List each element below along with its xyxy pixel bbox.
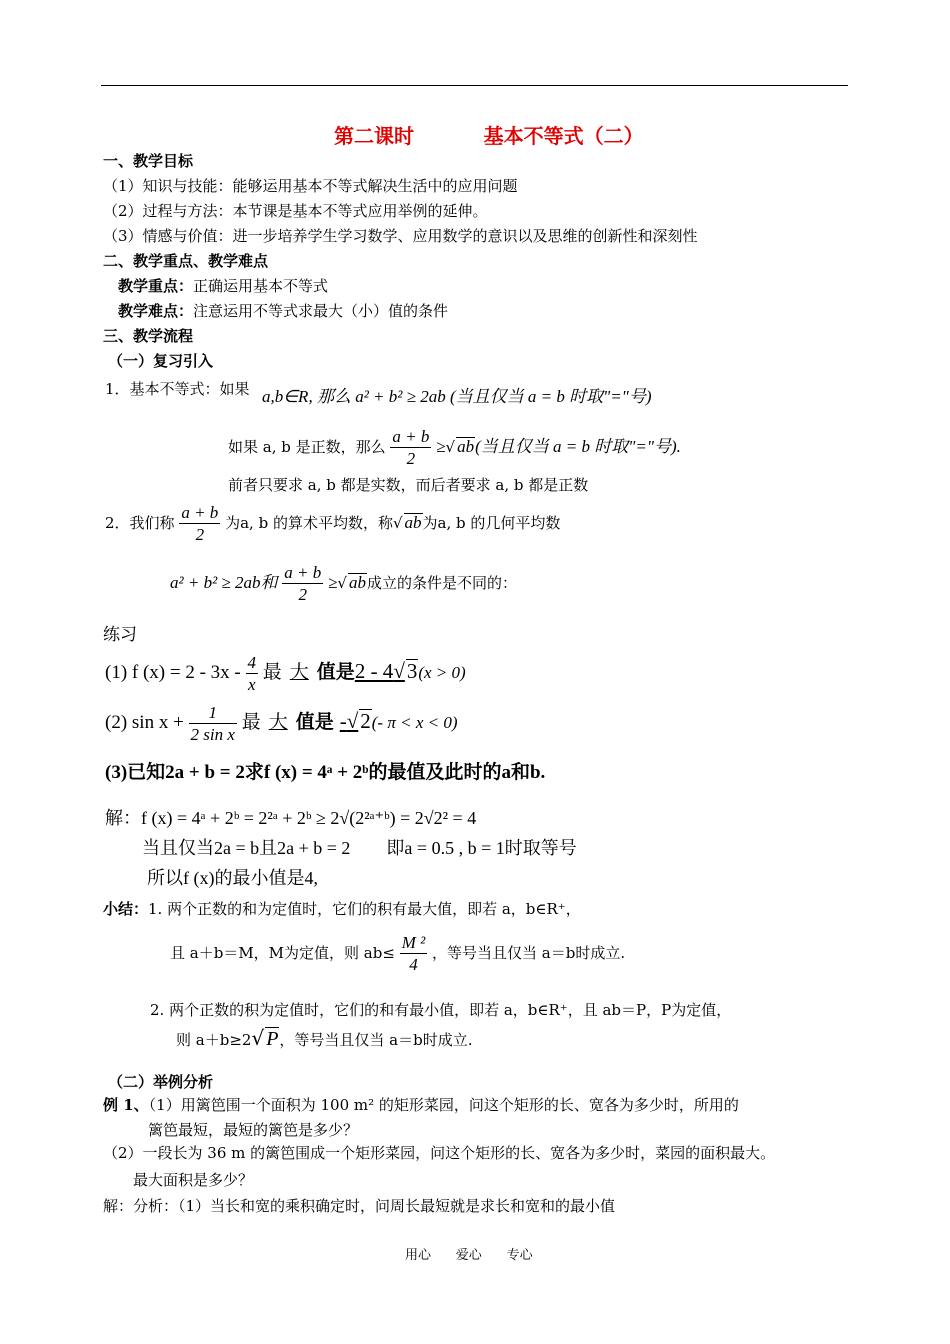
condition-compare-line: a² + b² ≥ 2ab和 $\frac{a + b}{2}$ ≥√ ab成立的条件是不同的： <box>170 563 517 605</box>
q1-expression: (1) f (x) = 2 - 3x - <box>105 662 241 684</box>
q2-fraction <box>189 702 237 746</box>
review-heading: （一）复习引入 <box>108 352 214 370</box>
mean-definition-line: 2．我们称 $\frac{a + b}{2}$ 为a, b 的算术平均数，称√ ab为a, b 的几何平均数 <box>105 503 561 545</box>
mean-definition-end: 为a, b 的几何平均数 <box>422 513 561 532</box>
fraction-numerator: 4 <box>246 652 259 674</box>
fraction-denominator: 2 <box>298 585 308 605</box>
summary-2-condition-b: ，等号当且仅当 a＝b时成立. <box>279 1031 473 1049</box>
q1-answer: 2 - 4 <box>354 659 394 684</box>
example-1-line-1 <box>103 1096 739 1114</box>
summary-1-condition-b: ，等号当且仅当 a＝b时成立. <box>432 943 626 962</box>
difficult-point-text: 注意运用不等式求最大（小）值的条件 <box>193 302 449 320</box>
objective-3: （3）情感与价值：进一步培养学生学习数学、应用数学的意识以及思维的创新性和深刻性 <box>103 227 698 245</box>
difficult-point-label: 教学难点： <box>118 302 194 320</box>
page-title: 第二课时 基本不等式（二） <box>334 124 644 148</box>
sqrt-ab: ab <box>457 436 475 456</box>
mean-definition-prefix: 2．我们称 <box>105 513 175 532</box>
summary-1-fraction <box>400 932 428 976</box>
solution-analysis: 解：分析：（1）当长和宽的乘积确定时，问周长最短就是求长和宽和的最小值 <box>103 1197 616 1215</box>
fraction-denominator: 2 <box>406 449 416 469</box>
solution-line-3: 所以f (x)的最小值是4, <box>147 868 318 888</box>
fraction-numerator: a + b <box>179 502 220 524</box>
example-1-label: 例 1、 <box>103 1096 149 1114</box>
summary-2-sqrt: P <box>266 1028 279 1050</box>
positive-case-condition: (当且仅当 a = b 时取"="号). <box>475 436 681 456</box>
q1-value-label: 值是 <box>316 662 355 684</box>
fraction-denominator: 2 <box>195 525 205 545</box>
difficult-point <box>118 302 448 320</box>
example-2-line-1: （2）一段长为 36 m 的篱笆围成一个矩形菜园，问这个矩形的长、宽各为多少时，菜园的面积最大。 <box>103 1144 776 1162</box>
fraction-denominator: 4 <box>409 955 418 975</box>
summary-2-text: 2. 两个正数的积为定值时，它们的和有最小值，即若 a，b∈R⁺，且 ab＝P，P为定值， <box>150 1001 732 1019</box>
q2-word: 最 <box>241 712 261 734</box>
section2-heading: 二、教学重点、教学难点 <box>103 252 269 270</box>
objective-1: （1）知识与技能：能够运用基本不等式解决生活中的应用问题 <box>103 177 518 195</box>
key-point-label: 教学重点： <box>118 277 194 295</box>
summary-2-condition: 则 a＋b≥2√ P，等号当且仅当 a＝b时成立. <box>176 1026 473 1050</box>
condition-compare-text: 成立的条件是不同的： <box>366 573 517 592</box>
q2-answer: - <box>339 709 347 734</box>
practice-label: 练习 <box>103 625 137 645</box>
positive-case-line: 如果 a, b 是正数，那么 $\frac{a + b}{2}$ ≥√ ab(当且仅当 a = b 时取"="号). <box>228 427 681 469</box>
mean-definition-mid: 为a, b 的算术平均数，称 <box>225 513 393 532</box>
q1-answer-sqrt: 3 <box>406 659 418 684</box>
geq-sign: ≥ <box>328 572 338 592</box>
fraction-numerator: M ² <box>400 932 428 954</box>
objective-2: （2）过程与方法：本节课是基本不等式应用举例的延伸。 <box>103 202 488 220</box>
summary-1-condition-a: 且 a＋b＝M，M为定值，则 ab≤ <box>170 943 395 962</box>
sqrt-ab: ab <box>404 512 422 532</box>
mean-fraction <box>390 426 431 470</box>
fraction-numerator: a + b <box>390 426 431 448</box>
key-point <box>118 277 328 295</box>
fraction-denominator: 2 sin x <box>190 725 235 745</box>
summary-2-condition-a: 则 a＋b≥2 <box>176 1031 252 1049</box>
q2-expression: (2) sin x + <box>105 712 184 734</box>
q1-fraction <box>246 652 259 696</box>
section3-heading: 三、教学流程 <box>103 327 194 345</box>
comparison-note: 前者只要求 a, b 都是实数，而后者要求 a, b 都是正数 <box>228 476 589 494</box>
condition-formula-a: a² + b² ≥ 2ab和 <box>170 572 278 592</box>
arithmetic-mean-fraction <box>179 502 220 546</box>
solution-line-1: 解：f (x) = 4ᵃ + 2ᵇ = 2²ᵃ + 2ᵇ ≥ 2√(2²ᵃ⁺ᵇ) = 2√2² = 4 <box>105 808 477 828</box>
summary-label: 小结： <box>103 900 149 918</box>
q2-answer-sqrt: 2 <box>360 709 371 734</box>
example-2-line-2: 最大面积是多少？ <box>133 1171 254 1189</box>
key-point-text: 正确运用基本不等式 <box>193 277 329 295</box>
solution-line-2: 当且仅当2a = b且2a + b = 2 即a = 0.5 , b = 1时取等号 <box>142 838 577 858</box>
sqrt-ab: ab <box>348 572 366 592</box>
summary-1-text: 1. 两个正数的和为定值时，它们的积有最大值，即若 a，b∈R⁺， <box>148 900 581 918</box>
example-1-line-2: 篱笆最短，最短的篱笆是多少？ <box>148 1121 359 1139</box>
practice-q3: (3)已知2a + b = 2求f (x) = 4ᵃ + 2ᵇ的最值及此时的a和b. <box>105 762 546 783</box>
fraction-denominator: x <box>247 675 256 695</box>
examples-heading: （二）举例分析 <box>108 1073 214 1091</box>
q2-blank-answer: 大 <box>268 712 288 734</box>
fraction-numerator: a + b <box>282 562 323 584</box>
positive-case-prefix: 如果 a, b 是正数，那么 <box>228 437 386 456</box>
practice-q2: (2) sin x + $\frac{1}{\text{2 sin x}}$ 最 大 值是 -√2(- π < x < 0) <box>105 703 458 745</box>
summary-1 <box>103 900 581 918</box>
page-footer: 用心 爱心 专心 <box>405 1248 533 1263</box>
summary-1-condition <box>170 932 625 976</box>
header-rule <box>101 85 848 86</box>
q1-blank-answer: 大 <box>289 662 309 684</box>
section1-heading: 一、教学目标 <box>103 152 194 170</box>
practice-q1: (1) f (x) = 2 - 3x - $\frac{4}{x}$ 最 大 值是2 - 4√3(x > 0) <box>105 653 466 695</box>
basic-inequality-prefix: 1．基本不等式：如果 <box>105 380 250 398</box>
q1-domain: (x > 0) <box>418 663 466 683</box>
q2-domain: (- π < x < 0) <box>371 713 458 733</box>
condition-fraction <box>282 562 323 606</box>
basic-inequality-formula: a,b∈R, 那么 a² + b² ≥ 2ab (当且仅当 a = b 时取"="号) <box>262 387 652 406</box>
q1-word: 最 <box>262 662 282 684</box>
geq-sign: ≥ <box>436 436 446 456</box>
example-1-text: （1）用篱笆围一个面积为 100 m² 的矩形菜园，问这个矩形的长、宽各为多少时，所用的 <box>148 1096 739 1114</box>
fraction-numerator: 1 <box>189 702 237 724</box>
q2-value-label: 值是 <box>295 712 334 734</box>
